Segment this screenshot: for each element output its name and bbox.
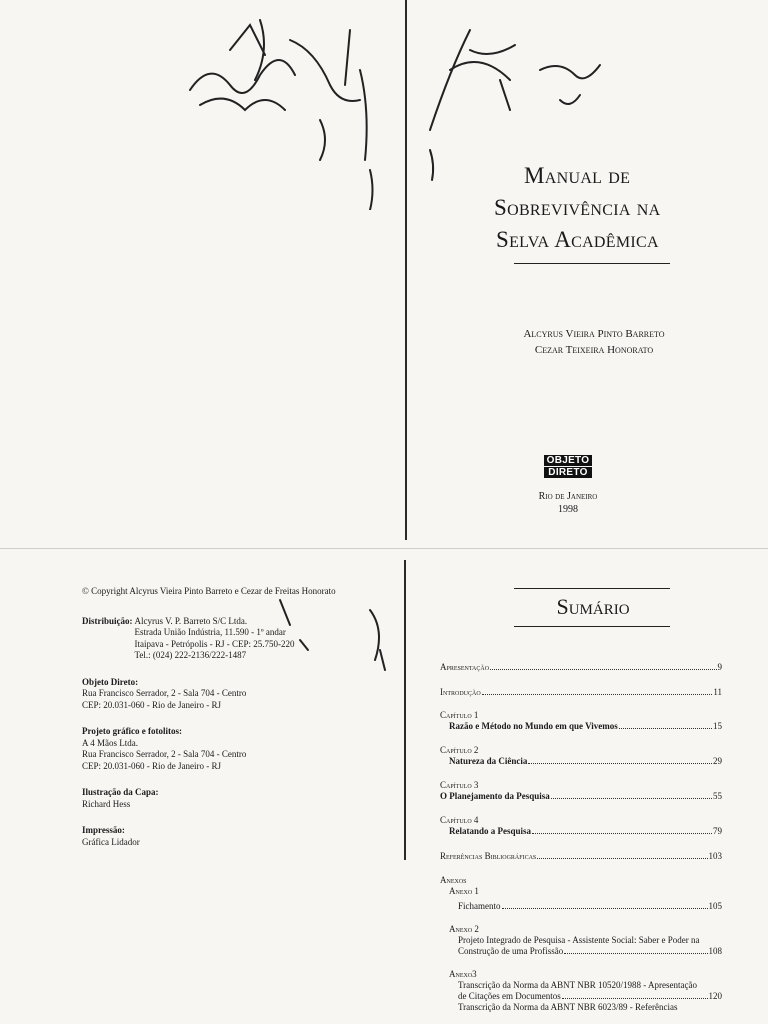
toc-entry-label: de Citações em Documentos xyxy=(458,991,561,1001)
title-line: Selva Acadêmica xyxy=(496,227,659,252)
author-name: Cezar Teixeira Honorato xyxy=(534,344,654,356)
toc-anexo-head: Anexo 2 xyxy=(449,924,479,934)
toc-entry-page: 105 xyxy=(708,901,722,911)
toc-chapter xyxy=(440,815,722,837)
toc-anexo-head: Anexo 1 xyxy=(449,886,479,896)
publisher-logo-text: DIRETO xyxy=(544,467,592,478)
distribution-label: Distribuição: xyxy=(82,615,133,626)
toc-entry-page: 11 xyxy=(713,687,722,697)
toc-anexo-head: Anexo3 xyxy=(449,969,477,979)
toc-entry-label: Relatando a Pesquisa xyxy=(449,826,532,836)
toc-anexo xyxy=(440,886,722,912)
toc-anexo xyxy=(440,969,722,1013)
toc-entry-label: Transcrição da Norma da ABNT NBR 10520/1988 - Apresentação xyxy=(458,980,697,990)
projeto-section xyxy=(82,726,382,772)
toc-anexos-label: Anexos xyxy=(440,875,467,885)
projeto-line: A 4 Mãos Ltda. xyxy=(82,737,138,748)
distribution-section xyxy=(82,616,382,662)
toc-chapter-head: Capítulo 1 xyxy=(440,710,479,720)
distribution-line: Tel.: (024) 222-2136/222-1487 xyxy=(134,650,247,660)
toc-entry-chapter[interactable] xyxy=(440,721,722,732)
projeto-line: Rua Francisco Serrador, 2 - Sala 704 - Centro xyxy=(82,749,247,759)
copyright-notice: © Copyright Alcyrus Vieira Pinto Barreto e Cezar de Freitas Honorato xyxy=(82,586,336,596)
toc-chapter-head: Capítulo 3 xyxy=(440,780,479,790)
objeto-section xyxy=(82,677,382,712)
author-name: Alcyrus Vieira Pinto Barreto xyxy=(523,328,665,340)
toc-entry-apresentacao[interactable] xyxy=(440,662,722,673)
toc-entry-label: Introdução xyxy=(440,687,481,697)
projeto-label: Projeto gráfico e fotolitos: xyxy=(82,726,183,736)
book-spine-top xyxy=(405,0,407,540)
toc-entry-label: O Planejamento da Pesquisa xyxy=(440,791,550,801)
objeto-line: Rua Francisco Serrador, 2 - Sala 704 - Centro xyxy=(82,688,247,698)
toc-entry-label: Fichamento xyxy=(458,901,501,911)
toc-entry-chapter[interactable] xyxy=(440,826,722,837)
toc-chapter-head: Capítulo 2 xyxy=(440,745,479,755)
authors xyxy=(494,326,694,358)
toc-entry-page: 55 xyxy=(713,791,722,801)
toc-entry-chapter[interactable] xyxy=(440,756,722,767)
book-title xyxy=(490,160,680,256)
impressao-label: Impressão: xyxy=(82,825,125,835)
impressao-section xyxy=(82,825,382,848)
toc-leader-dots xyxy=(537,858,707,859)
toc-leader-dots xyxy=(562,998,708,999)
sumario-rule-top xyxy=(514,588,670,589)
toc-entry-introducao[interactable] xyxy=(440,687,722,698)
toc-leader-dots xyxy=(528,763,712,764)
toc-entry-label: Natureza da Ciência xyxy=(449,756,528,766)
toc-leader-dots xyxy=(532,833,712,834)
toc-chapter xyxy=(440,780,722,802)
toc-entry-anexo[interactable] xyxy=(449,935,722,957)
toc-leader-dots xyxy=(619,728,712,729)
toc-entry-anexo[interactable] xyxy=(449,901,722,912)
ilustracao-label: Ilustração da Capa: xyxy=(82,787,159,797)
toc-entry-label: Razão e Método no Mundo em que Vivemos xyxy=(449,721,618,731)
imprint-year: 1998 xyxy=(558,504,578,515)
projeto-line: CEP: 20.031-060 - Rio de Janeiro - RJ xyxy=(82,760,221,771)
toc-entry-page: 120 xyxy=(708,991,722,1001)
objeto-label: Objeto Direto: xyxy=(82,676,139,687)
distribution-line: Itaipava - Petrópolis - RJ - CEP: 25.750-220 xyxy=(134,638,295,649)
toc-chapter xyxy=(440,710,722,732)
toc-entry-referencias[interactable] xyxy=(440,851,722,862)
toc-leader-dots xyxy=(482,694,713,695)
toc-entry-label: Apresentação xyxy=(440,662,490,672)
toc-entry-label: Referências Bibliográficas xyxy=(440,851,537,861)
sumario-title: Sumário xyxy=(556,594,630,619)
toc-leader-dots xyxy=(502,908,708,909)
sumario-rule-bottom xyxy=(514,626,670,627)
toc-entry-page: 79 xyxy=(713,826,722,836)
table-of-contents xyxy=(440,662,722,1013)
objeto-line: CEP: 20.031-060 - Rio de Janeiro - RJ xyxy=(82,699,221,710)
impressao-value: Gráfica Lidador xyxy=(82,836,140,847)
toc-leader-dots xyxy=(551,798,712,799)
toc-anexo xyxy=(440,924,722,957)
imprint-city: Rio de Janeiro xyxy=(538,491,598,502)
toc-entry-label: Transcrição da Norma da ABNT NBR 6023/89 - Referências xyxy=(458,1002,678,1012)
title-line: Manual de xyxy=(524,163,631,188)
copyright-block xyxy=(82,586,382,848)
toc-entry-page: 103 xyxy=(708,851,722,861)
ilustracao-value: Richard Hess xyxy=(82,798,131,809)
handwritten-scribble-left xyxy=(170,10,390,210)
toc-entry-page: 29 xyxy=(713,756,722,766)
toc-entry-page: 9 xyxy=(717,662,722,672)
title-rule xyxy=(514,263,670,264)
distribution-line: Alcyrus V. P. Barreto S/C Ltda. xyxy=(134,615,248,626)
toc-entry-page: 15 xyxy=(713,721,722,731)
publisher-logo xyxy=(544,455,592,479)
toc-chapter-head: Capítulo 4 xyxy=(440,815,479,825)
title-line: Sobrevivência na xyxy=(494,195,661,220)
toc-entry-label: Projeto Integrado de Pesquisa - Assistente Social: Saber e Poder na xyxy=(458,935,700,945)
toc-chapter xyxy=(440,745,722,767)
imprint xyxy=(520,490,616,516)
toc-entry-label: Construção de uma Profissão xyxy=(458,946,564,956)
ilustracao-section xyxy=(82,787,382,810)
distribution-line: Estrada União Indústria, 11.590 - 1º andar xyxy=(134,627,286,637)
toc-entry-chapter[interactable] xyxy=(440,791,722,802)
publisher-logo-text: OBJETO xyxy=(544,455,592,466)
page-divider xyxy=(0,548,768,549)
toc-leader-dots xyxy=(490,669,716,670)
toc-entry-anexo[interactable] xyxy=(449,980,722,1013)
toc-entry-page: 108 xyxy=(708,946,722,956)
toc-leader-dots xyxy=(564,953,707,954)
